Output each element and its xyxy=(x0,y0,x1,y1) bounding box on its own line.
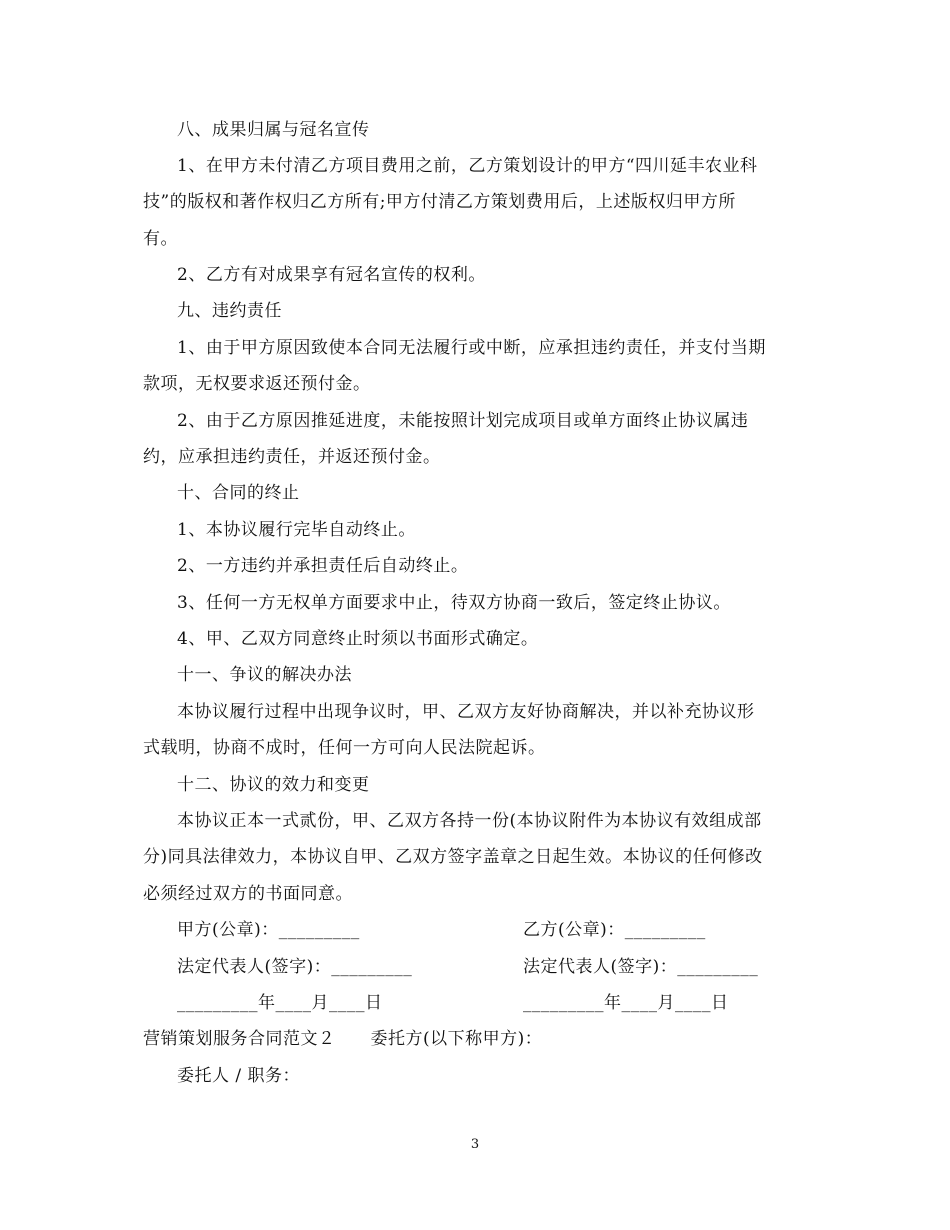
paragraph-line: 技”的版权和著作权归乙方所有;甲方付清乙方策划费用后，上述版权归甲方所 xyxy=(143,192,736,212)
section-heading-9: 九、违约责任 xyxy=(177,301,282,321)
paragraph-line: 2、由于乙方原因推延进度，未能按照计划完成项目或单方面终止协议属违 xyxy=(177,411,749,431)
party-a-seal: 甲方(公章)：_________ xyxy=(177,920,360,940)
party-b-date: _________年____月____日 xyxy=(523,993,729,1013)
paragraph-line: 2、一方违约并承担责任后自动终止。 xyxy=(177,556,469,576)
paragraph-line: 式载明，协商不成时，任何一方可向人民法院起诉。 xyxy=(143,738,546,758)
section-heading-11: 十一、争议的解决办法 xyxy=(177,665,352,685)
paragraph-line: 款项，无权要求返还预付金。 xyxy=(143,374,371,394)
entrustor-line: 委托人 / 职务： xyxy=(177,1066,301,1086)
paragraph-line: 1、由于甲方原因致使本合同无法履行或中断，应承担违约责任，并支付当期 xyxy=(177,338,766,358)
party-a-representative: 法定代表人(签字)：_________ xyxy=(177,957,413,977)
paragraph-line: 1、在甲方未付清乙方项目费用之前，乙方策划设计的甲方“四川延丰农业科 xyxy=(177,156,758,176)
section-heading-10: 十、合同的终止 xyxy=(177,483,300,503)
paragraph-line: 2、乙方有对成果享有冠名宣传的权利。 xyxy=(177,265,486,285)
section-heading-12: 十二、协议的效力和变更 xyxy=(177,775,370,795)
paragraph-line: 本协议正本一式贰份，甲、乙双方各持一份(本协议附件为本协议有效组成部 xyxy=(177,811,762,831)
paragraph-line: 分)同具法律效力，本协议自甲、乙双方签字盖章之日起生效。本协议的任何修改 xyxy=(143,847,763,867)
paragraph-line: 约，应承担违约责任，并返还预付金。 xyxy=(143,447,441,467)
party-b-seal: 乙方(公章)：_________ xyxy=(523,920,706,940)
paragraph-line: 4、甲、乙双方同意终止时须以书面形式确定。 xyxy=(177,629,539,649)
paragraph-line: 必须经过双方的书面同意。 xyxy=(143,884,353,904)
party-b-representative: 法定代表人(签字)：_________ xyxy=(523,957,759,977)
paragraph-line: 3、任何一方无权单方面要求中止，待双方协商一致后，签定终止协议。 xyxy=(177,593,731,613)
next-contract-heading: 营销策划服务合同范文２ 委托方(以下称甲方)： xyxy=(143,1029,543,1049)
paragraph-line: 有。 xyxy=(143,229,178,249)
paragraph-line: 1、本协议履行完毕自动终止。 xyxy=(177,520,416,540)
section-heading-8: 八、成果归属与冠名宣传 xyxy=(177,120,370,140)
paragraph-line: 本协议履行过程中出现争议时，甲、乙双方友好协商解决，并以补充协议形 xyxy=(177,702,755,722)
page-number: 3 xyxy=(470,1137,480,1152)
party-a-date: _________年____月____日 xyxy=(177,993,383,1013)
